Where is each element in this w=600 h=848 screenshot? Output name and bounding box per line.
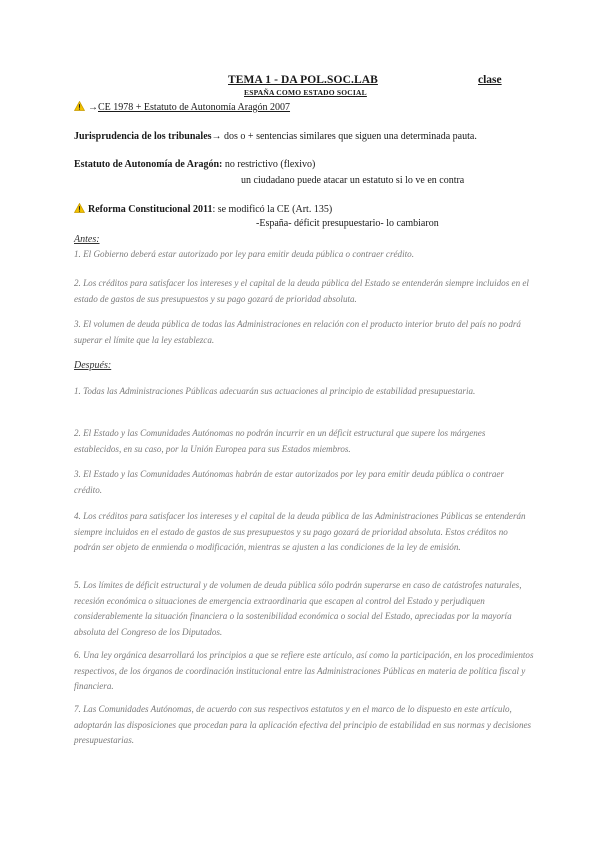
- despues-paragraph-1: 1. Todas las Administraciones Públicas adecuarán sus actuaciones al principio de estabilidad presupuestaria.: [74, 386, 476, 396]
- despues-paragraph-2: 2. El Estado y las Comunidades Autónomas no podrán incurrir en un déficit estructural que supere los márgenes establecidos, en su caso, por la Unión Europea para sus Estados miembros.: [74, 428, 486, 454]
- jurisprudencia-text: dos o + sentencias similares que siguen una determinada pauta.: [221, 131, 477, 142]
- document-title: TEMA 1 - DA POL.SOC.LAB: [228, 74, 378, 86]
- reforma-text-1: : se modificó la CE (Art. 135): [212, 204, 333, 215]
- reforma-line: [74, 203, 332, 215]
- arrow-symbol: →: [211, 131, 222, 142]
- despues-paragraph-5: 5. Los límites de déficit estructural y de volumen de deuda pública sólo podrán superarse en caso de catástrofes naturales, recesión económica o situaciones de emergencia extraordinaria que escapen al control del Estado y perjudiquen considerablemente la situación financiera o la sostenibilidad económica o social del Estado, apreciadas por la mayoría absoluta del Congreso de los Diputados.: [74, 580, 522, 637]
- despues-heading: Después:: [74, 360, 112, 371]
- despues-paragraph-6: 6. Una ley orgánica desarrollará los principios a que se refiere este artículo, así como la participación, en los procedimientos respectivos, de los órganos de coordinación institucional entre las Administraciones Públicas en materia de política fiscal y financiera.: [74, 650, 534, 692]
- ce-estatuto-text: CE 1978 + Estatuto de Autonomía Aragón 2007: [98, 102, 291, 113]
- antes-paragraph-2: 2. Los créditos para satisfacer los intereses y el capital de la deuda pública del Estado se entenderán siempre incluidos en el estado de gastos de sus presupuestos y su pago gozará de prioridad absoluta.: [74, 278, 529, 304]
- jurisprudencia-line: [74, 131, 477, 142]
- arrow-symbol: →: [88, 102, 98, 113]
- warning-icon: [74, 101, 85, 111]
- estatuto-text-1: no restrictivo (flexivo): [222, 159, 316, 170]
- despues-paragraph-7: 7. Las Comunidades Autónomas, de acuerdo con sus respectivos estatutos y en el marco de lo dispuesto en este artículo, adoptarán las disposiciones que procedan para la aplicación efectiva del principio de estabilidad en sus normas y decisiones presupuestarias.: [74, 704, 532, 746]
- despues-paragraph-3: 3. El Estado y las Comunidades Autónomas habrán de estar autorizados por ley para emitir deuda pública o contraer crédito.: [74, 469, 504, 495]
- jurisprudencia-label: Jurisprudencia de los tribunales: [74, 131, 212, 142]
- antes-heading: Antes:: [74, 234, 100, 245]
- intro-line-1: [74, 101, 290, 113]
- reforma-label: Reforma Constitucional 2011: [88, 204, 213, 215]
- estatuto-text-2: un ciudadano puede atacar un estatuto si lo ve en contra: [241, 175, 465, 186]
- document-subtitle: ESPAÑA COMO ESTADO SOCIAL: [244, 88, 367, 97]
- warning-icon: [74, 203, 85, 213]
- clase-label: clase: [478, 74, 502, 86]
- estatuto-label: Estatuto de Autonomía de Aragón:: [74, 159, 223, 170]
- antes-paragraph-3: 3. El volumen de deuda pública de todas las Administraciones en relación con el producto interior bruto del país no podrá superar el límite que la ley establezca.: [74, 319, 521, 345]
- reforma-text-2: -España- déficit presupuestario- lo cambiaron: [256, 218, 439, 229]
- antes-paragraph-1: 1. El Gobierno deberá estar autorizado por ley para emitir deuda pública o contraer crédito.: [74, 249, 414, 259]
- despues-paragraph-4: 4. Los créditos para satisfacer los intereses y el capital de la deuda pública de las Administraciones Públicas se entenderán siempre incluidos en el estado de gastos de sus presupuestos y su pago gozará de prioridad absoluta. Estos créditos no podrán ser objeto de enmienda o modificación, mientras se ajusten a las condiciones de la ley de emisión.: [74, 511, 526, 553]
- estatuto-line: [74, 159, 315, 170]
